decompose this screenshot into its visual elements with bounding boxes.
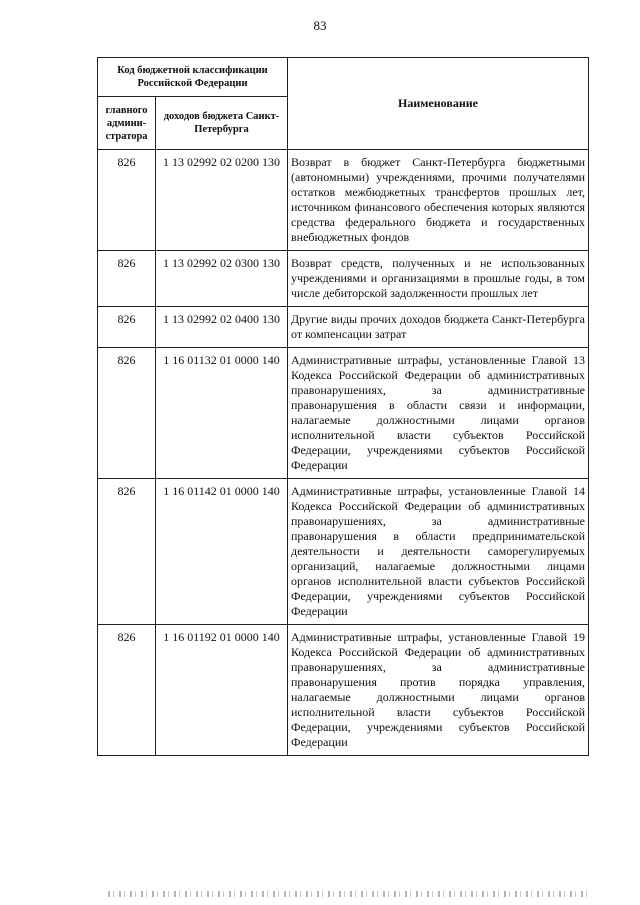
admin-cell: 826 bbox=[98, 348, 156, 479]
table-row bbox=[98, 625, 589, 756]
code-cell: 1 16 01192 01 0000 140 bbox=[156, 625, 288, 756]
table-row bbox=[98, 251, 589, 307]
name-cell: Административные штрафы, установленные Главой 13 Кодекса Российской Федерации об административных правонарушениях, за административные правонарушения в области связи и информации, налагаемые должностными лицами органов исполнительной власти субъектов Российской Федерации, учреждениями субъектов Российской Федерации bbox=[288, 348, 589, 479]
admin-cell: 826 bbox=[98, 307, 156, 348]
name-cell: Административные штрафы, установленные Главой 14 Кодекса Российской Федерации об административных правонарушениях, за административные правонарушения в области предпринимательской деятельности и деятельности саморегулируемых организаций, налагаемые должностными лицами органов исполнительной власти субъектов Российской Федерации, учреждениями субъектов Российской Федерации bbox=[288, 479, 589, 625]
code-cell: 1 13 02992 02 0200 130 bbox=[156, 150, 288, 251]
header-code: доходов бюджета Санкт-Петербурга bbox=[156, 97, 288, 150]
name-cell: Другие виды прочих доходов бюджета Санкт-Петербурга от компенсации затрат bbox=[288, 307, 589, 348]
admin-cell: 826 bbox=[98, 150, 156, 251]
code-cell: 1 16 01142 01 0000 140 bbox=[156, 479, 288, 625]
table-row bbox=[98, 348, 589, 479]
header-admin: главного админи-стратора bbox=[98, 97, 156, 150]
admin-cell: 826 bbox=[98, 625, 156, 756]
budget-classification-table bbox=[97, 57, 589, 756]
admin-cell: 826 bbox=[98, 479, 156, 625]
header-group-label: Код бюджетной классификации Российской Федерации bbox=[98, 58, 288, 97]
code-cell: 1 16 01132 01 0000 140 bbox=[156, 348, 288, 479]
scan-footer-artifact bbox=[108, 891, 588, 897]
table-row bbox=[98, 307, 589, 348]
admin-cell: 826 bbox=[98, 251, 156, 307]
table-row bbox=[98, 479, 589, 625]
name-cell: Возврат в бюджет Санкт-Петербурга бюджетными (автономными) учреждениями, прочими получателями остатков межбюджетных трансфертов прошлых лет, источником финансового обеспечения которых являются средства федерального бюджета и государственных внебюджетных фондов bbox=[288, 150, 589, 251]
page-number: 83 bbox=[313, 18, 327, 33]
code-cell: 1 13 02992 02 0300 130 bbox=[156, 251, 288, 307]
name-cell: Административные штрафы, установленные Главой 19 Кодекса Российской Федерации об административных правонарушениях, за административные правонарушения против порядка управления, налагаемые должностными лицами органов исполнительной власти субъектов Российской Федерации, учреждениями субъектов Российской Федерации bbox=[288, 625, 589, 756]
table-row bbox=[98, 150, 589, 251]
name-cell: Возврат средств, полученных и не использованных учреждениями и организациями в прошлые годы, в том числе дебиторской задолженности прошлых лет bbox=[288, 251, 589, 307]
code-cell: 1 13 02992 02 0400 130 bbox=[156, 307, 288, 348]
header-name: Наименование bbox=[288, 58, 589, 150]
